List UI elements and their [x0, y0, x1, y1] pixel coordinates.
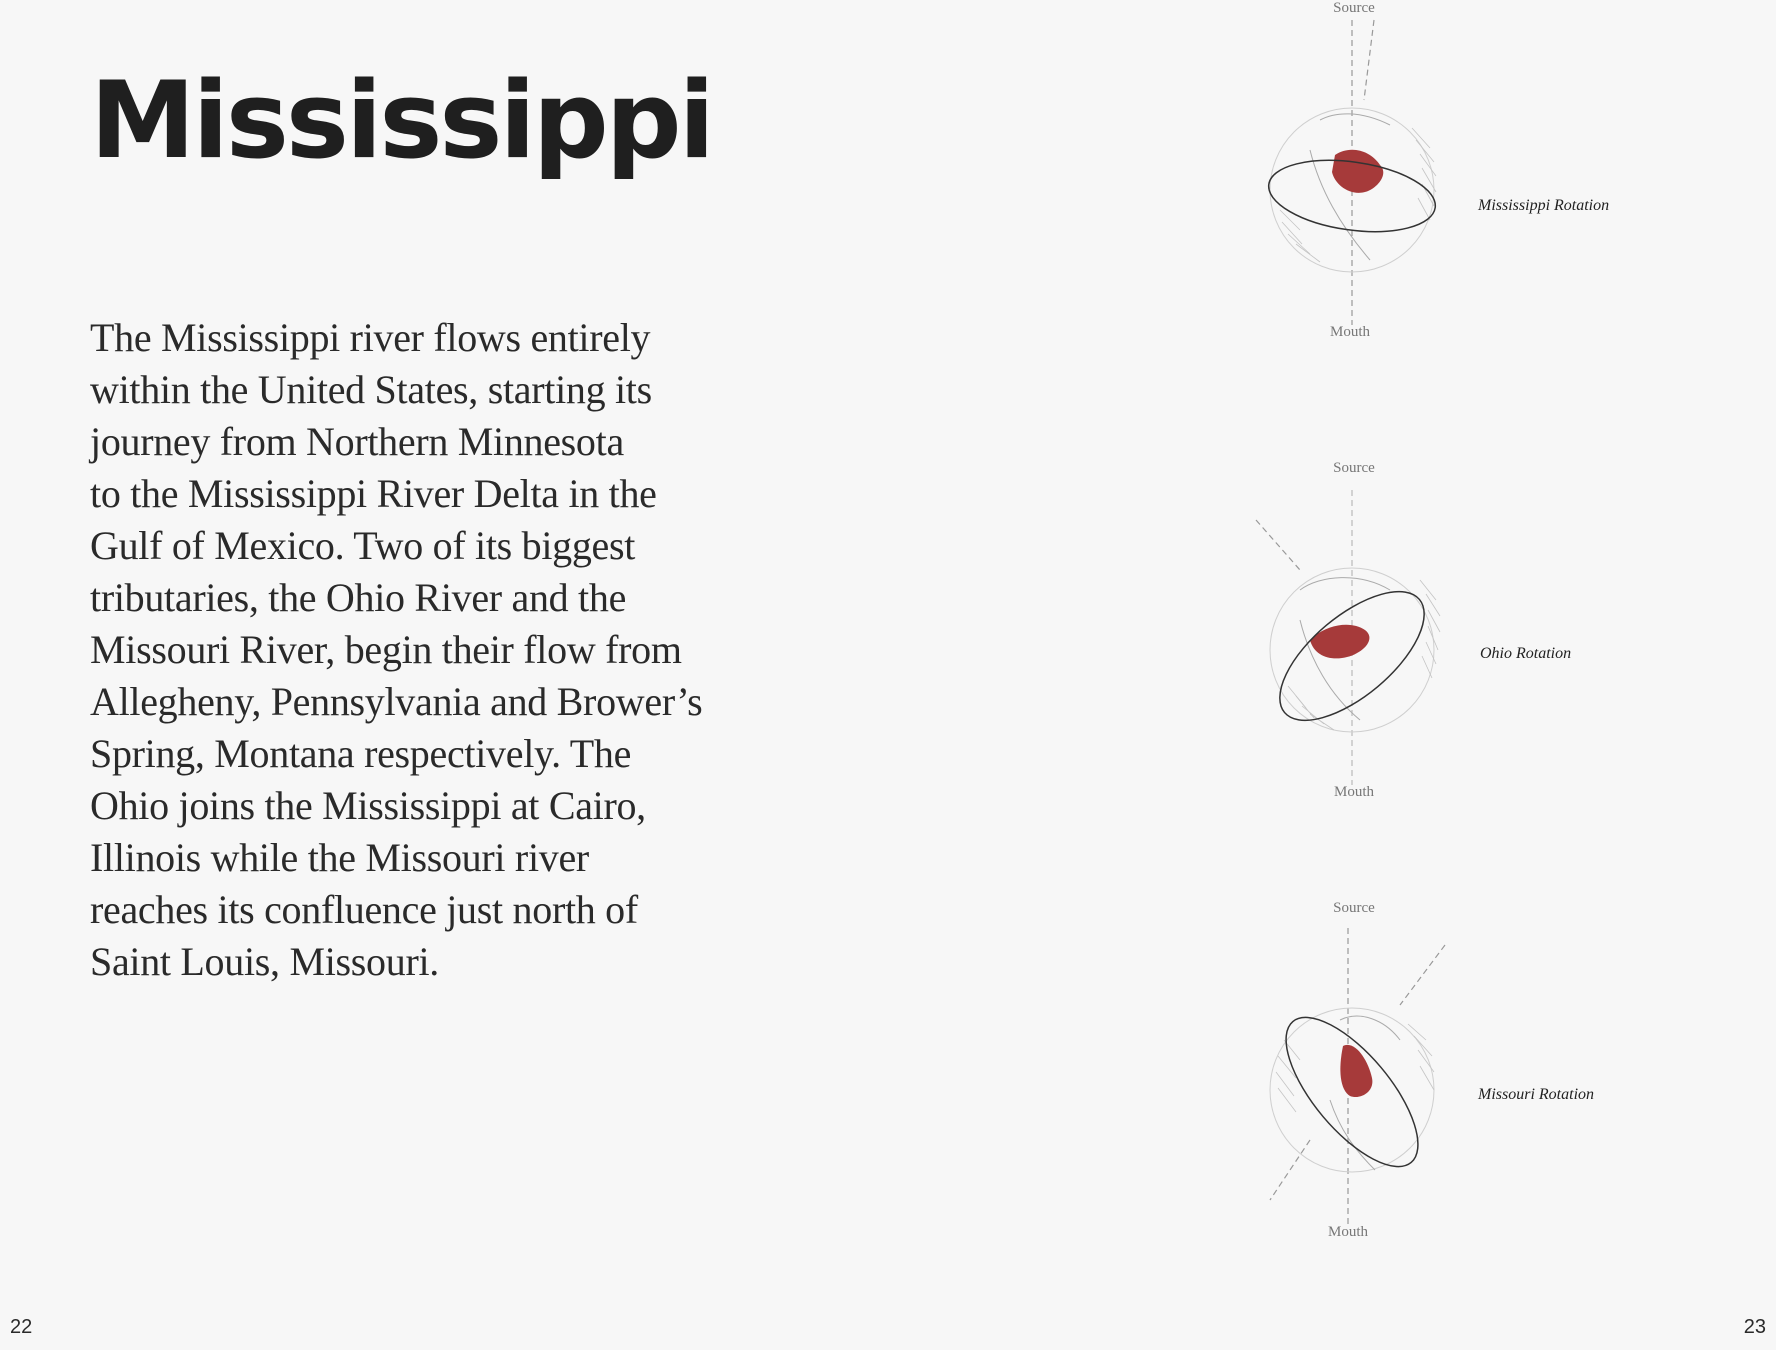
mouth-label: Mouth	[1333, 784, 1375, 800]
river-basin-shape	[1332, 150, 1383, 193]
river-basin-shape	[1310, 625, 1369, 659]
ohio-rotation-diagram	[1240, 460, 1640, 800]
page-number-right: 23	[1743, 1316, 1766, 1338]
source-label: Source	[1333, 460, 1375, 476]
mouth-label: Mouth	[1329, 324, 1371, 340]
rotation-caption: Missouri Rotation	[1478, 1086, 1595, 1103]
mouth-label: Mouth	[1327, 1224, 1369, 1240]
rotation-caption: Ohio Rotation	[1480, 645, 1572, 662]
body-paragraph: The Mississippi river flows entirely within the United States, starting its journey from Northern Minnesota to the Mississippi River Delta in the Gulf of Mexico. Two of its biggest tributaries, the Ohio River and the Missouri River, begin their flow from Allegheny, Pennsylvania and Brower’s Spring, Montana respectively. The Ohio joins the Mississippi at Cairo, Illinois while the Missouri river reaches its confluence just north of Saint Louis, Missouri.	[90, 315, 703, 984]
globe-illustration	[1240, 900, 1640, 1240]
mississippi-rotation-diagram	[1240, 0, 1640, 340]
missouri-rotation-diagram	[1240, 900, 1640, 1240]
globe-illustration	[1240, 0, 1640, 340]
globe-illustration	[1240, 460, 1640, 800]
page-number-left: 22	[10, 1316, 33, 1338]
rotation-caption: Mississippi Rotation	[1478, 197, 1610, 214]
page-title: Mississippi	[90, 59, 712, 182]
source-label: Source	[1333, 0, 1375, 16]
source-label: Source	[1333, 900, 1375, 916]
